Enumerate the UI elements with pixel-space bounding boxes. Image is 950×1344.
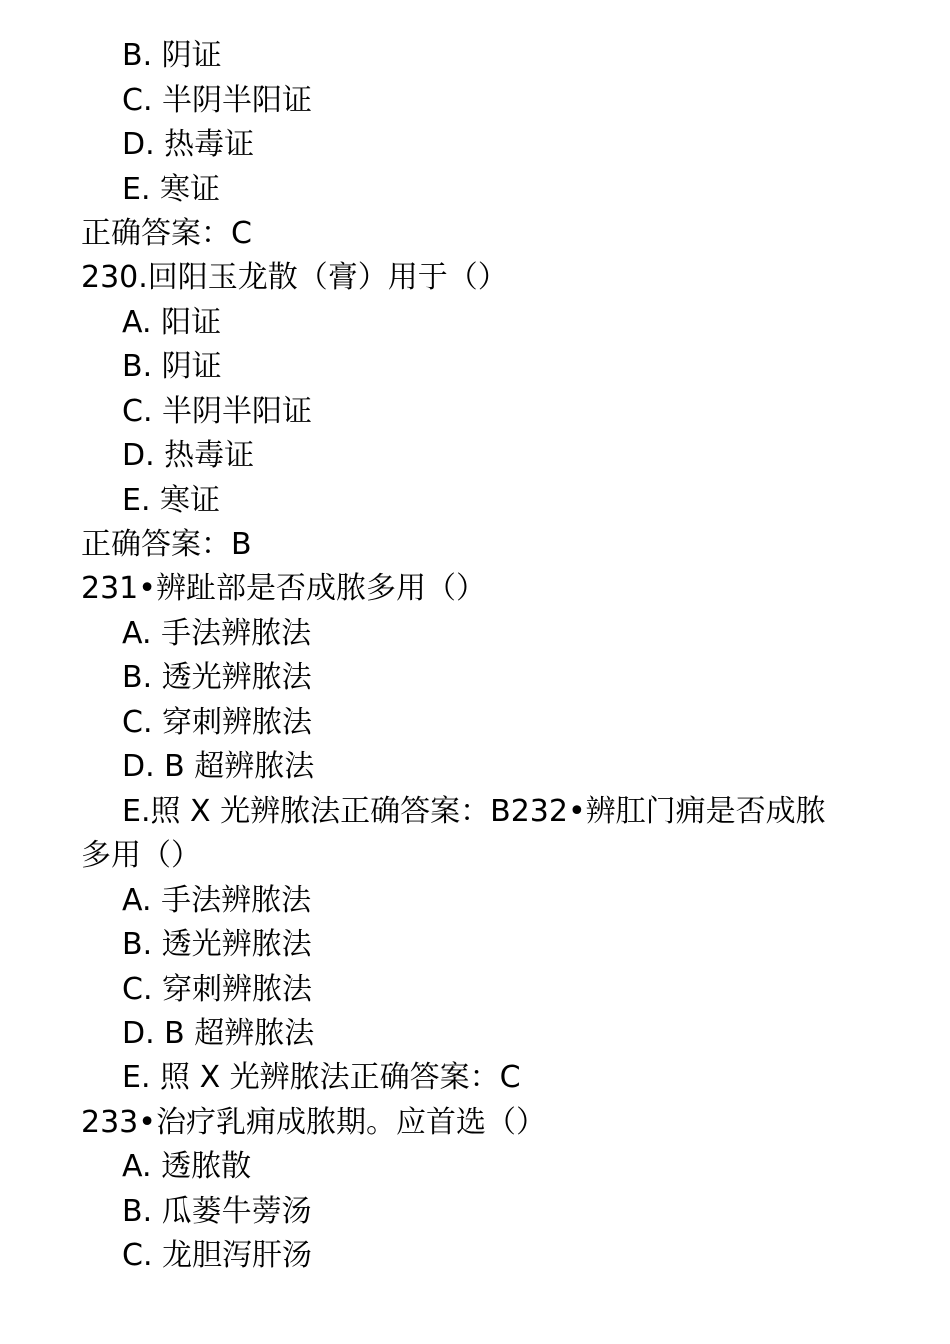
option-answer-line: E. 照 X 光辨脓法正确答案：C bbox=[122, 1060, 521, 1095]
answer-line: 正确答案：B bbox=[81, 527, 252, 562]
option-line: D. 热毒证 bbox=[122, 438, 255, 473]
option-line: A. 手法辨脓法 bbox=[122, 616, 312, 651]
option-line: C. 龙胆泻肝汤 bbox=[122, 1238, 313, 1273]
option-line: D. B 超辨脓法 bbox=[122, 749, 315, 784]
option-line: B. 阴证 bbox=[122, 349, 222, 384]
option-line: A. 阳证 bbox=[122, 305, 222, 340]
question-continuation-line: 多用（） bbox=[81, 838, 201, 873]
option-line: C. 半阴半阳证 bbox=[122, 394, 313, 429]
option-line: B. 阴证 bbox=[122, 38, 222, 73]
question-line: 231•辨趾部是否成脓多用（） bbox=[81, 571, 486, 606]
option-line: B. 透光辨脓法 bbox=[122, 927, 312, 962]
option-line: B. 透光辨脓法 bbox=[122, 660, 312, 695]
question-line: 230.回阳玉龙散（膏）用于（） bbox=[81, 260, 508, 295]
option-line: A. 透脓散 bbox=[122, 1149, 252, 1184]
option-line: C. 穿刺辨脓法 bbox=[122, 972, 313, 1007]
option-line: C. 半阴半阳证 bbox=[122, 83, 313, 118]
option-line: C. 穿刺辨脓法 bbox=[122, 705, 313, 740]
option-line: E. 寒证 bbox=[122, 483, 221, 518]
option-line: E. 寒证 bbox=[122, 172, 221, 207]
answer-line: 正确答案：C bbox=[81, 216, 252, 251]
option-line: D. 热毒证 bbox=[122, 127, 255, 162]
option-line: A. 手法辨脓法 bbox=[122, 883, 312, 918]
option-line: D. B 超辨脓法 bbox=[122, 1016, 315, 1051]
option-line: B. 瓜蒌牛蒡汤 bbox=[122, 1194, 312, 1229]
option-answer-question-line: E.照 X 光辨脓法正确答案：B232•辨肛门痈是否成脓 bbox=[122, 794, 826, 829]
question-line: 233•治疗乳痈成脓期。应首选（） bbox=[81, 1105, 546, 1140]
